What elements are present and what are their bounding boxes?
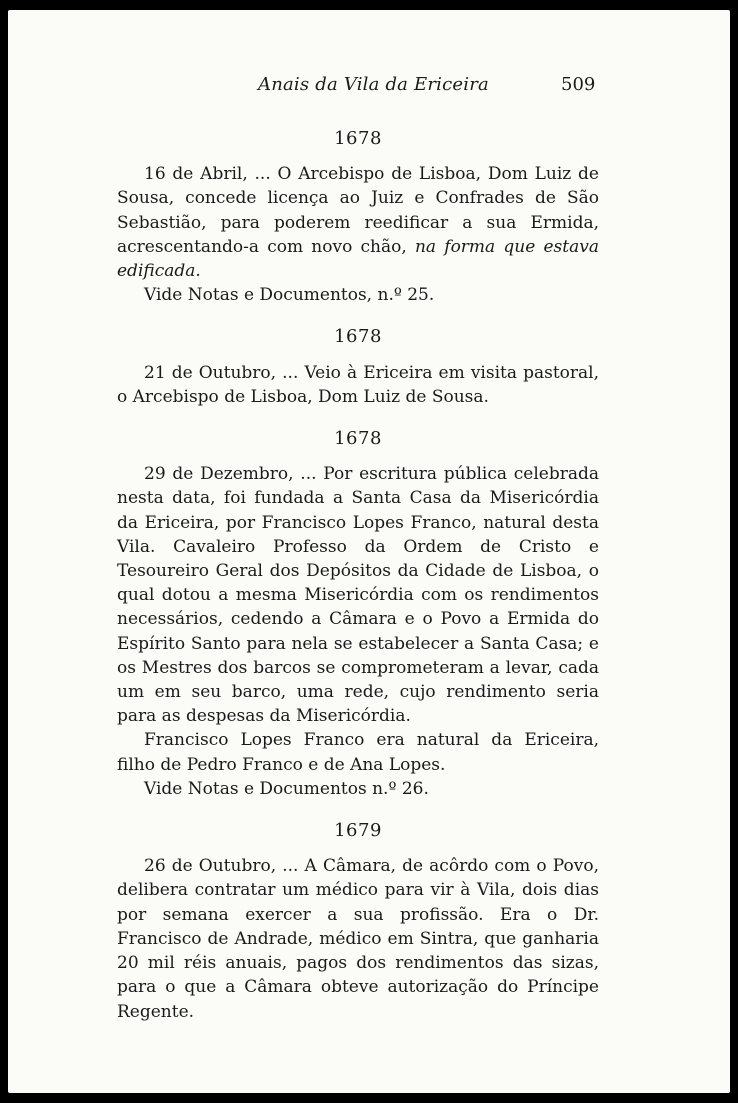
entry-text: 16 de Abril, ... O Arcebispo de Lisboa, Dom Luiz de Sousa, concede licença ao Juiz e Confrades de São Sebastião, para poderem reedificar a sua Ermida, acrescentando-a com novo chão,	[117, 164, 599, 257]
entry-year: 1678	[334, 428, 382, 450]
entry-year: 1678	[334, 128, 382, 149]
entry-year: 1678	[334, 326, 382, 348]
annal-entry	[117, 325, 599, 409]
running-title: Anais da Vila da Ericeira	[258, 74, 489, 95]
entry-italic-text: na forma que estava edificada.	[117, 236, 599, 282]
entry-paragraph: 26 de Outubro, ... A Câmara, de acôrdo com o Povo, delibera contratar um médico para vir à Vila, dois dias por semana exercer a sua profissão. Era o Dr. Francisco de Andrade, médico em Sintra, que ganharia 20 mil réis anuais, pagos dos rendimentos das sizas, para o que a Câmara obteve autorização do Príncipe Regente.	[117, 856, 599, 1022]
entry-paragraph	[117, 162, 599, 283]
annal-entry	[117, 427, 599, 801]
book-page	[8, 10, 730, 1093]
page-header	[8, 74, 730, 104]
entry-year: 1679	[334, 820, 382, 842]
entry-paragraph: Francisco Lopes Franco era natural da Ericeira, filho de Pedro Franco e de Ana Lopes.	[117, 730, 599, 775]
entry-paragraph: 29 de Dezembro, ... Por escritura pública celebrada nesta data, foi fundada a Santa Casa da Misericórdia da Ericeira, por Francisco Lopes Franco, natural desta Vila. Cavaleiro Professo da Ordem de Cristo e Tesoureiro Geral dos Depósitos da Cidade de Lisboa, o qual dotou a mesma Misericórdia com os rendimentos necessários, cedendo a Câmara e o Povo a Ermida do Espírito Santo para nela se estabelecer a Santa Casa; e os Mestres dos barcos se comprometeram a levar, cada um em seu barco, uma rede, cujo rendimento seria para as despesas da Misericórdia.	[117, 464, 599, 727]
page-content	[117, 127, 599, 1042]
entry-reference: Vide Notas e Documentos, n.º 25.	[144, 285, 435, 306]
page-number: 509	[561, 74, 596, 95]
entry-reference: Vide Notas e Documentos n.º 26.	[144, 778, 429, 799]
entry-paragraph: 21 de Outubro, ... Veio à Ericeira em visita pastoral, o Arcebispo de Lisboa, Dom Luiz de Sousa.	[117, 362, 599, 407]
annal-entry	[117, 127, 599, 307]
annal-entry	[117, 819, 599, 1024]
